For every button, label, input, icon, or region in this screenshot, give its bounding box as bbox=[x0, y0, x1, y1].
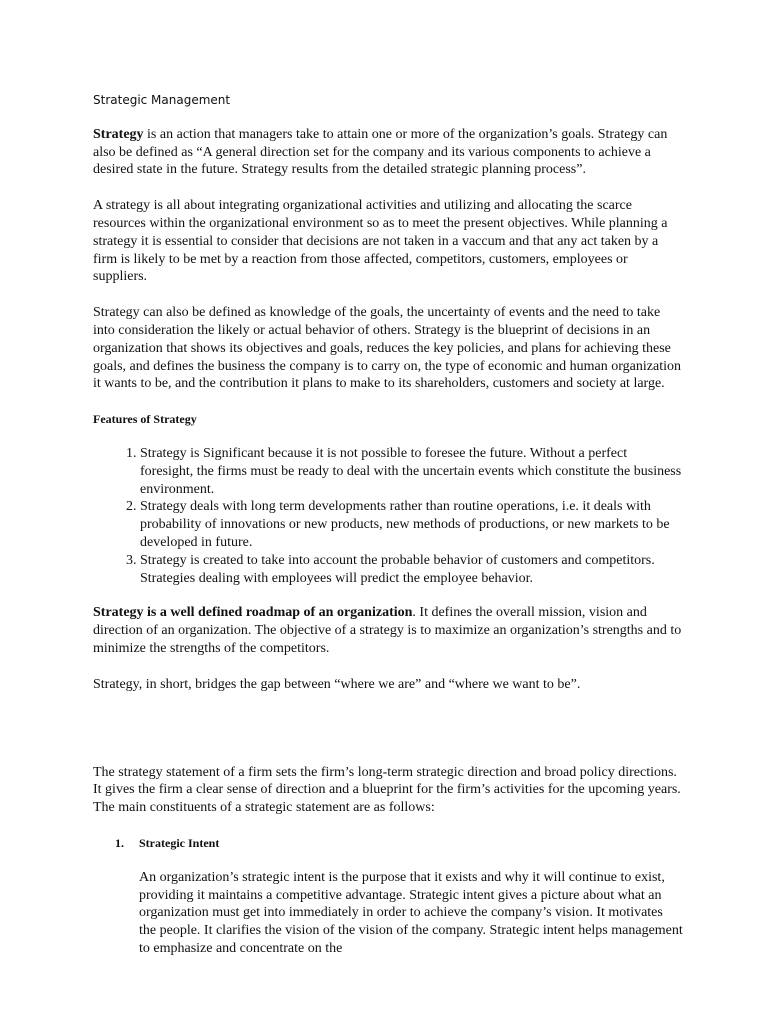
paragraph-strategy-statement: The strategy statement of a firm sets the firm’s long-term strategic direction and broad policy directions. It gives the firm a clear sense of direction and a blueprint for the firm’s activities for the upcoming years. The main constituents of a strategic statement are as follows: bbox=[93, 764, 681, 816]
paragraph-strategy-integration: A strategy is all about integrating organizational activities and utilizing and allocating the scarce resources within the organizational environment so as to meet the present objectives. While planning a strategy it is essential to consider that decisions are not taken in a vaccum and that any act taken by a firm is likely to be met by a reaction from those affected, competitors, customers, employees or suppliers. bbox=[93, 198, 668, 285]
document-title: Strategic Management bbox=[93, 93, 231, 107]
features-heading: Features of Strategy bbox=[93, 412, 197, 427]
spacer bbox=[93, 712, 683, 764]
document-page bbox=[93, 92, 683, 976]
feature-item: 3. Strategy is created to take into account the probable behavior of customers and competitors. Strategies dealing with employees will predict the employee behavior. bbox=[140, 552, 683, 588]
paragraph-roadmap bbox=[93, 604, 683, 657]
strategy-lead-term: Strategy bbox=[93, 126, 144, 142]
section-title: Strategic Intent bbox=[139, 835, 220, 850]
strategy-definition-text: is an action that managers take to attain one or more of the organization’s goals. Strategy can also be defined as “A general direction set for the company and its various components to achieve a desired state in the future. Strategy results from the detailed strategic planning process”. bbox=[93, 126, 668, 178]
feature-item: 1. Strategy is Significant because it is not possible to foresee the future. Without a perfect foresight, the firms must be ready to deal with the uncertain events which constitute the business environment. bbox=[140, 445, 683, 498]
paragraph-strategy-definition bbox=[93, 126, 683, 179]
roadmap-lead: Strategy is a well defined roadmap of an organization bbox=[93, 605, 413, 621]
feature-item: 2. Strategy deals with long term developments rather than routine operations, i.e. it deals with probability of innovations or new products, new methods of productions, or new markets to be developed in future. bbox=[140, 498, 683, 551]
paragraph-strategy-knowledge: Strategy can also be defined as knowledge of the goals, the uncertainty of events and the need to take into consideration the likely or actual behavior of others. Strategy is the blueprint of decisions in an organization that shows its objectives and goals, reduces the key policies, and plans for achieving these goals, and defines the business the company is to carry on, the type of economic and human organization it wants to be, and the contribution it plans to make to its shareholders, customers and society at large. bbox=[93, 305, 681, 392]
paragraph-strategic-intent: An organization’s strategic intent is the purpose that it exists and why it will continue to exist, providing it maintains a competitive advantage. Strategic intent gives a picture about what an organization must get into immediately in order to achieve the company’s vision. It motivates the people. It clarifies the vision of the vision of the company. Strategic intent helps management to emphasize and concentrate on the bbox=[139, 869, 683, 956]
roadmap-text: . It defines the overall mission, vision and direction of an organization. The objective of a strategy is to maximize an organization’s strengths and to minimize the strengths of the competitors. bbox=[93, 605, 682, 656]
section-number: 1. bbox=[115, 835, 124, 850]
paragraph-gap: Strategy, in short, bridges the gap between “where we are” and “where we want to be”. bbox=[93, 676, 581, 692]
section-heading-strategic-intent bbox=[93, 835, 683, 853]
features-list bbox=[93, 445, 683, 587]
